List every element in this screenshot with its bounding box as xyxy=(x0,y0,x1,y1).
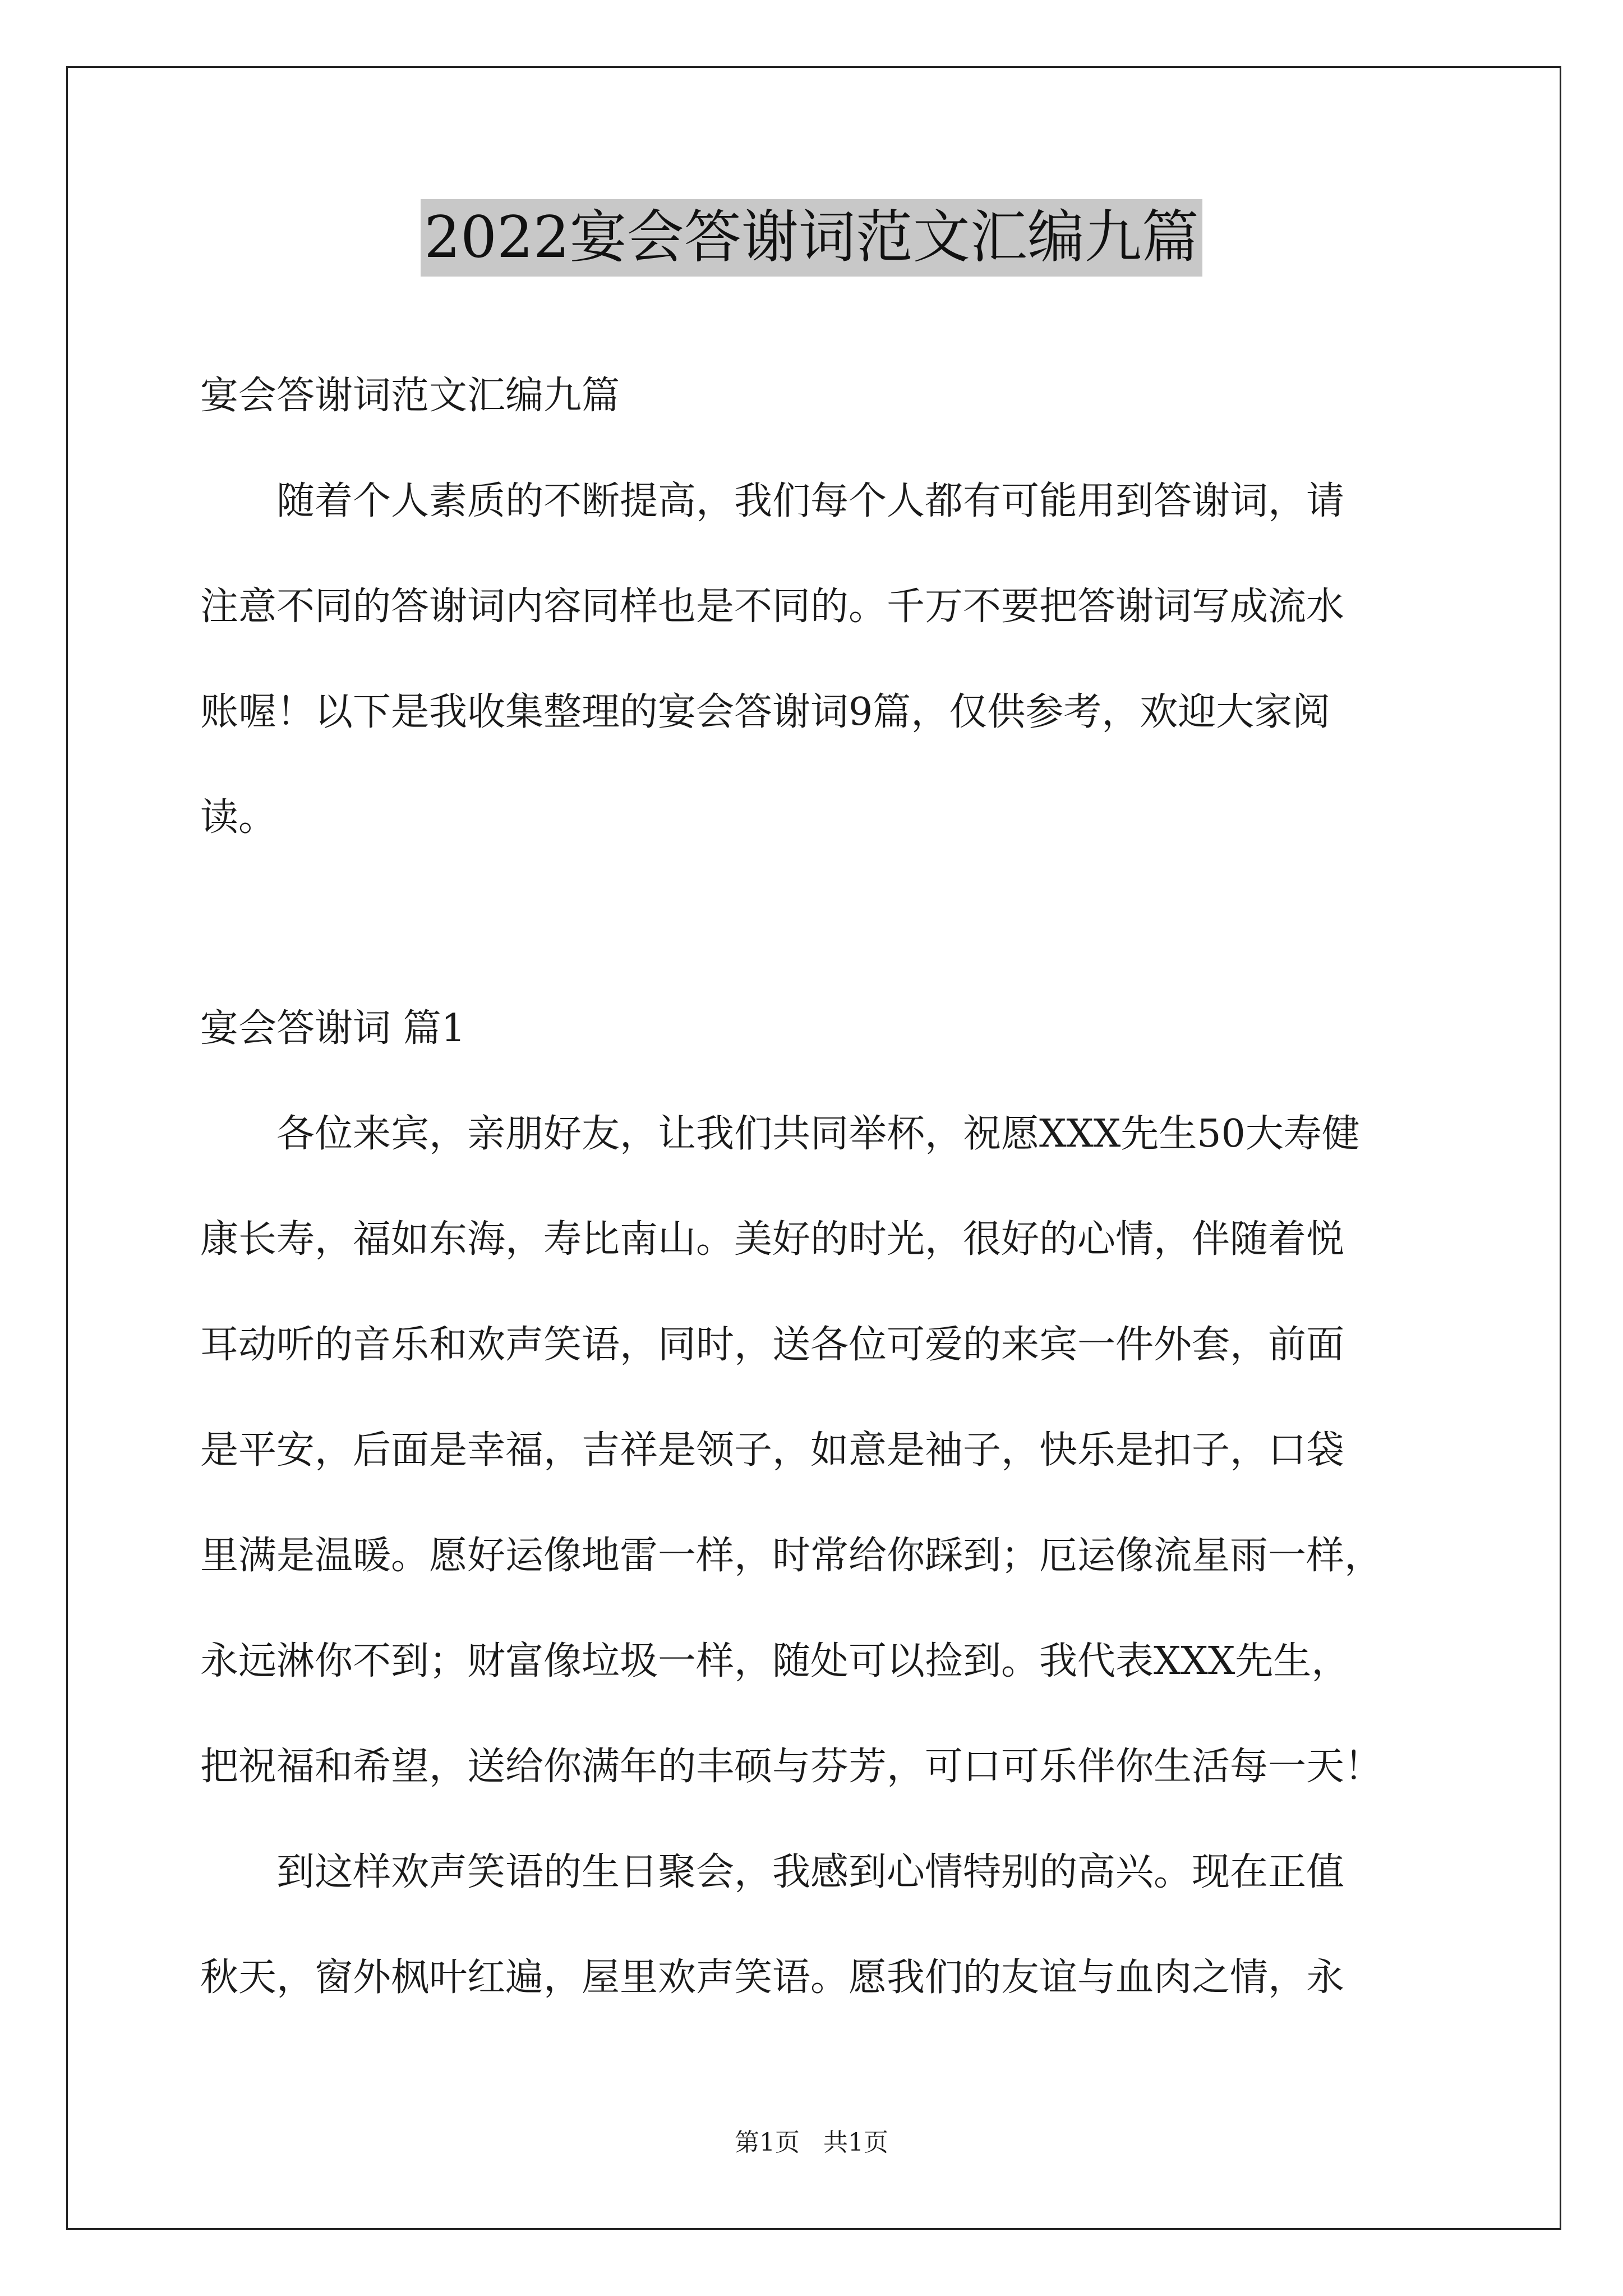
intro-line: 随着个人素质的不断提高，我们每个人都有可能用到答谢词，请 xyxy=(276,479,1345,523)
page-footer xyxy=(0,2126,1623,2160)
paragraph-line: 里满是温暖。愿好运像地雷一样，时常给你踩到；厄运像流星雨一样， xyxy=(200,1534,1383,1578)
page-number: 第1页 xyxy=(735,2128,800,2157)
title-container xyxy=(0,199,1623,277)
paragraph-line: 秋天，窗外枫叶红遍，屋里欢声笑语。愿我们的友谊与血肉之情，永 xyxy=(200,1955,1345,2000)
intro-line: 账喔！以下是我收集整理的宴会答谢词9篇，仅供参考，欢迎大家阅 xyxy=(200,690,1331,734)
document-body xyxy=(200,343,1434,2031)
section-spacer xyxy=(200,871,1434,976)
paragraph-line: 康长寿，福如东海，寿比南山。美好的时光，很好的心情，伴随着悦 xyxy=(200,1217,1345,1262)
document-subtitle: 宴会答谢词范文汇编九篇 xyxy=(200,374,620,418)
paragraph-line: 永远淋你不到；财富像垃圾一样，随处可以捡到。我代表XXX先生， xyxy=(200,1639,1350,1683)
paragraph-line: 是平安，后面是幸福，吉祥是领子，如意是袖子，快乐是扣子，口袋 xyxy=(200,1428,1345,1473)
page-total: 共1页 xyxy=(823,2128,888,2157)
paragraph-line: 耳动听的音乐和欢声笑语，同时，送各位可爱的来宾一件外套，前面 xyxy=(200,1323,1345,1367)
paragraph-line: 把祝福和希望，送给你满年的丰硕与芬芳，可口可乐伴你生活每一天！ xyxy=(200,1745,1383,1789)
paragraph-line: 各位来宾，亲朋好友，让我们共同举杯，祝愿XXX先生50大寿健 xyxy=(276,1112,1360,1156)
intro-line: 读。 xyxy=(200,795,277,840)
section-heading: 宴会答谢词 篇1 xyxy=(200,1006,465,1051)
paragraph-line: 到这样欢声笑语的生日聚会，我感到心情特别的高兴。现在正值 xyxy=(276,1850,1345,1894)
intro-line: 注意不同的答谢词内容同样也是不同的。千万不要把答谢词写成流水 xyxy=(200,585,1345,629)
document-title: 2022宴会答谢词范文汇编九篇 xyxy=(421,199,1202,277)
